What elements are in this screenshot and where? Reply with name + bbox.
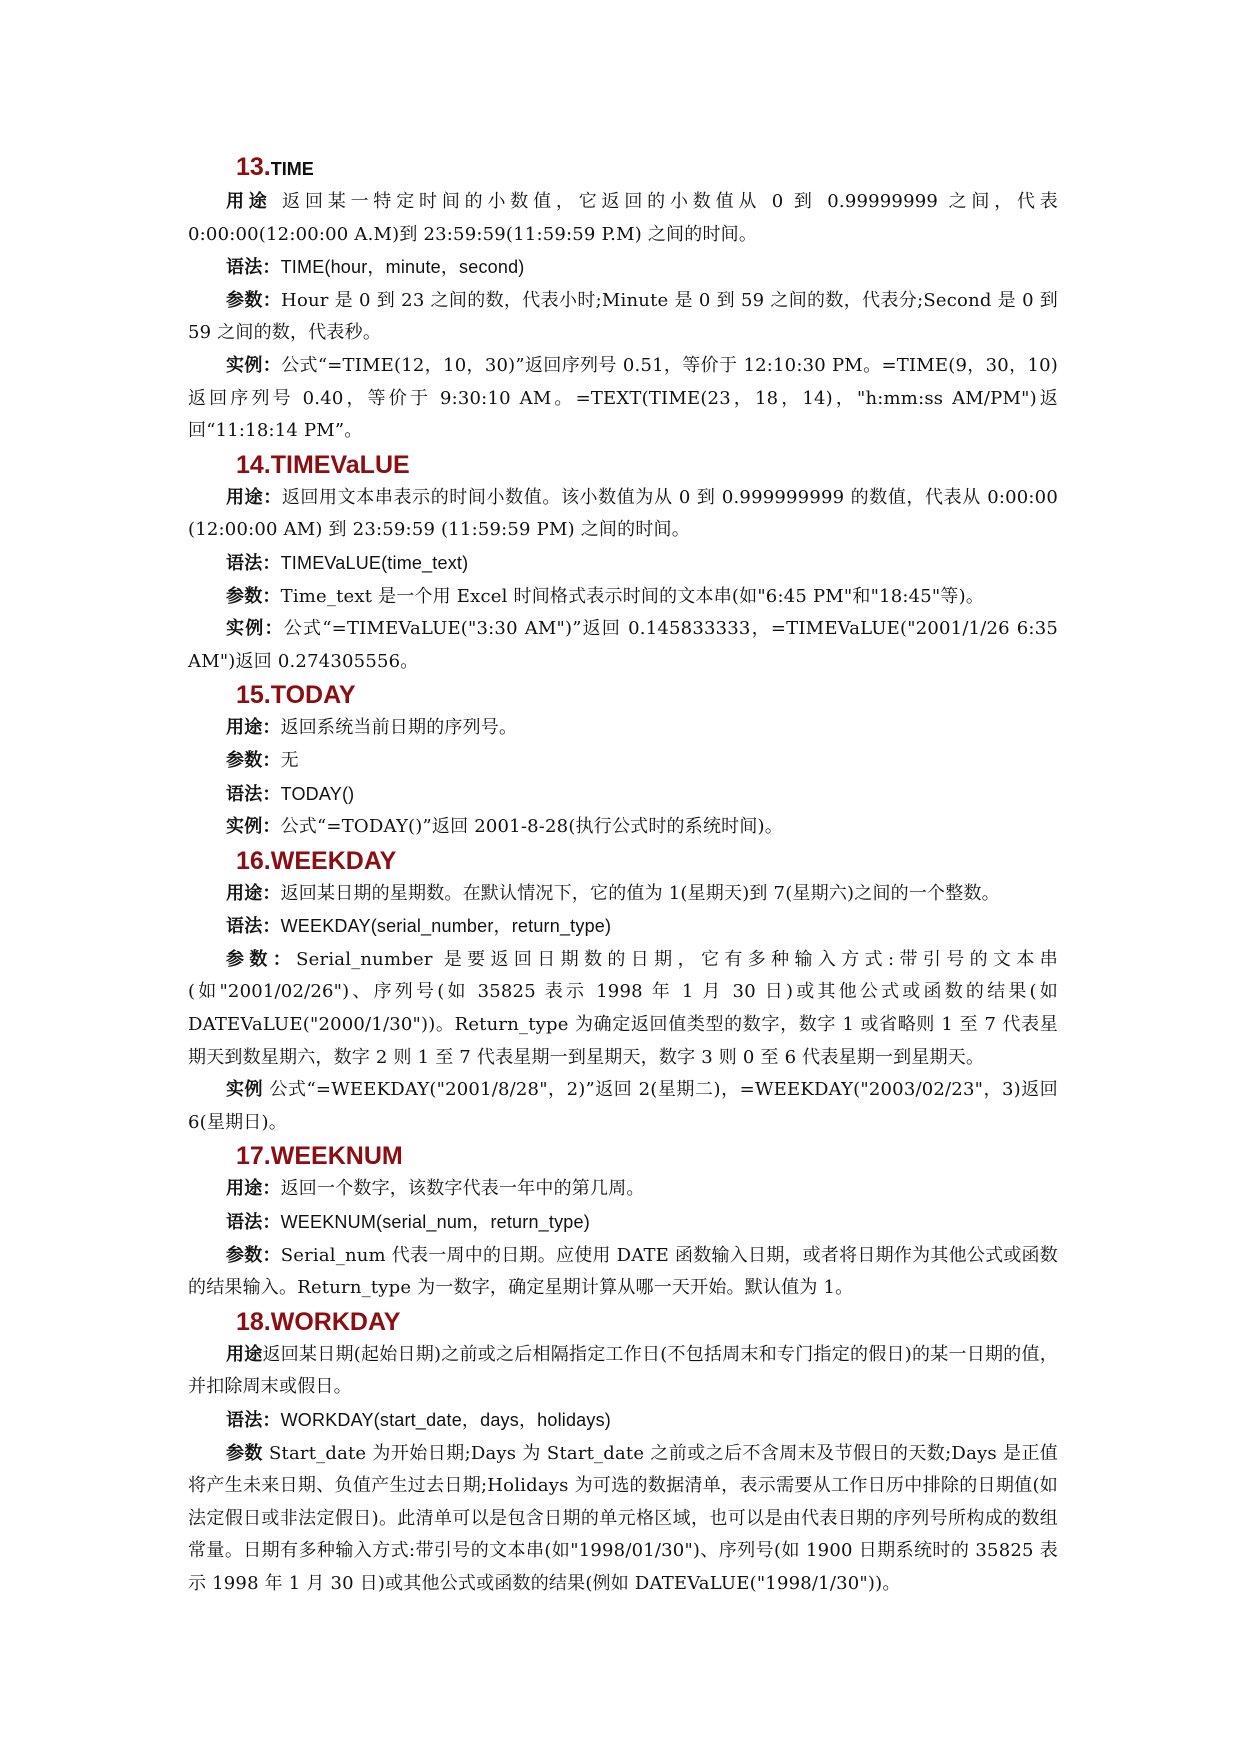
para-text: 返回某日期的星期数。在默认情况下，它的值为 1(星期天)到 7(星期六)之间的一个整数。 [280,882,1000,904]
para-text: 返回某一特定时间的小数值，它返回的小数值从 0 到 0.99999999 之间，代表 0:00:00(12:00:00 A.M)到 23:59:59(11:59:59 P.M) 之间的时间。 [188,191,1059,245]
para-text: Start_date 为开始日期;Days 为 Start_date 之前或之后不含周末及节假日的天数;Days 是正值将产生未来日期、负值产生过去日期;Holidays 为可选的数据清单，表示需要从工作日历中排除的日期值(如法定假日或非法定假日)。此清单可以是包含日期的单元格区域，也可以是由代表日期的序列号所构成的数组常量。日期有多种输入方式:带引号的文本串(如"1998/01/30")、序列号(如 1900 日期系统时的 35825 表示 1998 年 1 月 30 日)或其他公式或函数的结果(例如 DATEVaLUE("1998/1/30"))。 [188,1442,1059,1594]
usage-paragraph [188,712,1058,745]
para-text: 返回一个数字，该数字代表一年中的第几周。 [280,1178,645,1200]
para-label: 语法： [226,257,281,279]
para-text: 返回系统当前日期的序列号。 [280,717,518,739]
para-label: 实例： [226,354,282,376]
section-workday [188,1305,1058,1601]
syntax-paragraph [188,547,1058,581]
para-text: TIMEVaLUE(time_text) [280,552,469,573]
para-label: 实例： [226,816,281,838]
params-paragraph [188,944,1058,1074]
para-text: WORKDAY(start_date，days，holidays) [280,1410,611,1430]
syntax-paragraph [188,1206,1058,1240]
syntax-paragraph [188,251,1058,285]
para-text: WEEKDAY(serial_number，return_type) [280,916,612,937]
para-text: 返回某日期(起始日期)之前或之后相隔指定工作日(不包括周末和专门指定的假日)的某一日期的值，并扣除周末或假日。 [188,1343,1058,1398]
para-text: WEEKNUM(serial_num，return_type) [280,1212,590,1233]
usage-paragraph [188,1173,1058,1206]
params-paragraph [188,1438,1058,1601]
para-label: 参数： [226,749,281,771]
para-label: 用途： [226,882,281,904]
section-weekday [188,844,1058,1140]
example-paragraph [188,811,1058,844]
para-label: 参数： [226,289,282,311]
syntax-paragraph [188,910,1058,944]
usage-paragraph [188,1339,1058,1404]
para-text: Hour 是 0 到 23 之间的数，代表小时;Minute 是 0 到 59 之间的数，代表分;Second 是 0 到 59 之间的数，代表秒。 [188,289,1058,344]
para-text: Serial_number 是要返回日期数的日期，它有多种输入方式:带引号的文本串(如"2001/02/26")、序列号(如 35825 表示 1998 年 1 月 30 日)或其他公式或函数的结果(如 DATEVaLUE("2000/1/30"))。Return_type 为确定返回值类型的数字，数字 1 或省略则 1 至 7 代表星期天到数星期六，数字 2 则 1 至 7 代表星期一到星期天，数字 3 则 0 至 6 代表星期一到星期天。 [188,948,1058,1068]
para-text: 返回用文本串表示的时间小数值。该小数值为从 0 到 0.999999999 的数值，代表从 0:00:00 (12:00:00 AM) 到 23:59:59 (11:59:59 PM) 之间的时间。 [188,486,1058,541]
para-label: 参数： [226,585,281,607]
para-text: Serial_num 代表一周中的日期。应使用 DATE 函数输入日期，或者将日期作为其他公式或函数的结果输入。Return_type 为一数字，确定星期计算从哪一天开始。默认值为 1。 [188,1244,1058,1299]
para-label: 语法： [226,916,281,938]
section-heading: 15.TODAY [236,681,356,710]
para-text: 无 [280,749,299,771]
para-text: TODAY() [280,783,355,804]
section-heading: 18.WORKDAY [236,1307,401,1336]
usage-paragraph [188,482,1058,547]
section-time [188,150,1058,448]
usage-paragraph [188,878,1058,911]
para-text: 公式“=TODAY()”返回 2001-8-28(执行公式时的系统时间)。 [280,816,783,838]
section-heading: 14.TIMEVaLUE [236,450,410,479]
document-content [188,150,1058,1601]
usage-paragraph [188,186,1058,251]
section-heading: 17.WEEKNUM [236,1142,403,1171]
section-timevalue [188,448,1058,679]
params-paragraph [188,285,1058,350]
section-heading: 13.TIME [236,153,314,181]
para-label: 用途： [226,717,281,739]
para-label: 语法： [226,552,281,574]
para-label: 用途 [226,191,272,212]
section-today [188,678,1058,843]
para-label: 语法： [226,1410,281,1431]
para-label: 实例： [226,618,284,640]
para-text: 公式“=TIME(12，10，30)”返回序列号 0.51，等价于 12:10:30 PM。=TIME(9，30，10)返回序列号 0.40，等价于 9:30:10 AM。=TEXT(TIME(23，18，14)，"h:mm:ss AM/PM")返回“11:18:14 PM”。 [188,354,1058,442]
para-label: 实例 [226,1079,264,1101]
params-paragraph [188,581,1058,614]
syntax-paragraph [188,778,1058,812]
para-text: TIME(hour，minute，second) [280,257,525,278]
params-paragraph [188,745,1058,778]
para-label: 语法： [226,783,281,805]
syntax-paragraph [188,1404,1058,1438]
para-label: 参数： [226,1244,281,1266]
para-text: 公式“=WEEKDAY("2001/8/28"，2)”返回 2(星期二)，=WEEKDAY("2003/02/23"，3)返回 6(星期日)。 [188,1079,1058,1133]
para-label: 用途 [226,1343,263,1365]
para-label: 参数 [226,1442,263,1464]
para-label: 用途： [226,1178,281,1200]
para-text: 公式“=TIMEVaLUE("3:30 AM")”返回 0.145833333，=TIMEVaLUE("2001/1/26 6:35 AM")返回 0.274305556。 [188,618,1059,672]
params-paragraph [188,1240,1058,1305]
example-paragraph [188,1074,1058,1139]
example-paragraph [188,350,1058,448]
para-label: 用途： [226,486,282,508]
para-label: 语法： [226,1212,281,1234]
para-label: 参数： [226,948,297,970]
section-heading: 16.WEEKDAY [236,846,397,875]
section-weeknum [188,1139,1058,1304]
para-text: Time_text 是一个用 Excel 时间格式表示时间的文本串(如"6:45 PM"和"18:45"等)。 [280,585,985,607]
example-paragraph [188,613,1058,678]
